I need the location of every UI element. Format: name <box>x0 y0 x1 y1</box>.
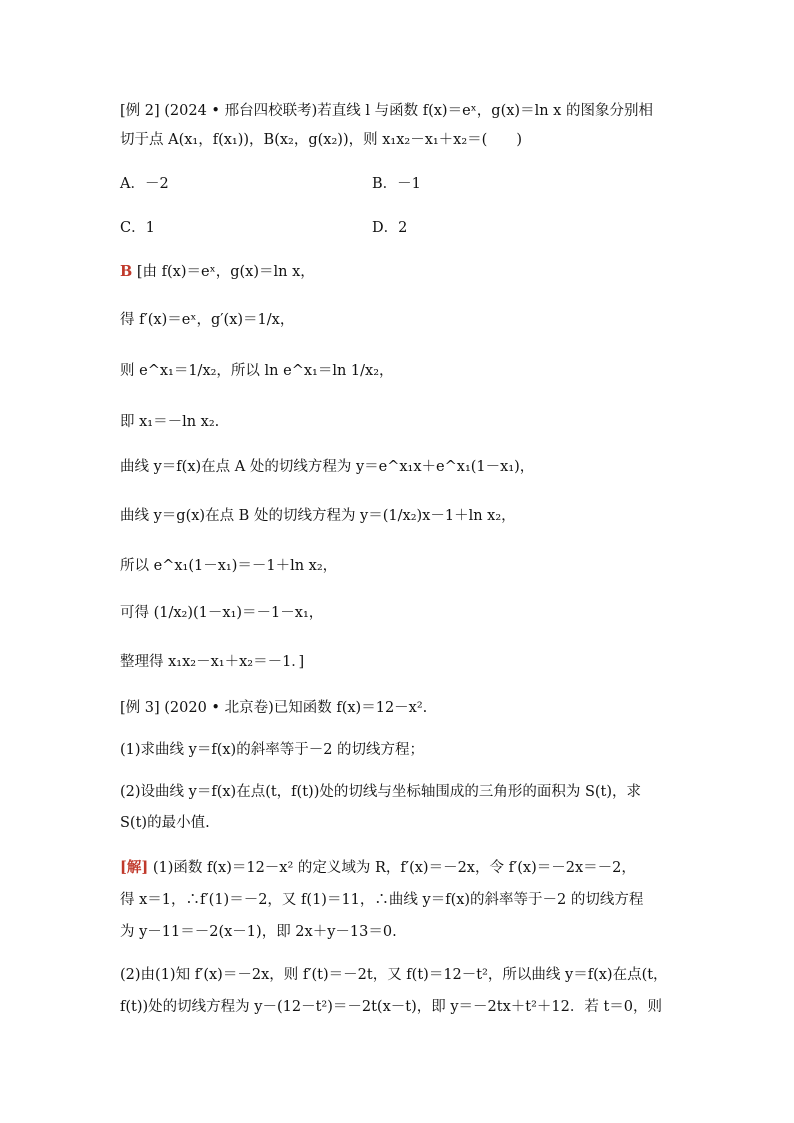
choice-a: A．－2 <box>120 176 169 192</box>
solution3-part2-line1: (2)由(1)知 f′(x)＝－2x，则 f′(t)＝－2t，又 f(t)＝12－t²，所以曲线 y＝f(x)在点(t， <box>120 967 668 983</box>
solution2-line3: 则 e^x₁＝1/x₂，所以 ln e^x₁＝ln 1/x₂， <box>120 363 394 379</box>
choice-d: D．2 <box>372 220 408 236</box>
solution2-line6: 曲线 y＝g(x)在点 B 处的切线方程为 y＝(1/x₂)x－1＋ln x₂， <box>120 508 516 524</box>
choice-c: C．1 <box>120 220 155 236</box>
solution2-line8: 可得 (1/x₂)(1－x₁)＝－1－x₁， <box>120 605 324 621</box>
answer-letter: B <box>120 263 133 280</box>
solution3-part1-line1: (1)函数 f(x)＝12－x² 的定义域为 R，f′(x)＝－2x，令 f′(x)＝－2x＝－2， <box>152 860 636 876</box>
solution3-label: [解] <box>120 859 149 876</box>
example3-question2-line1: (2)设曲线 y＝f(x)在点(t，f(t))处的切线与坐标轴围成的三角形的面积为 S(t)，求 <box>120 784 642 800</box>
example3-question1: (1)求曲线 y＝f(x)的斜率等于－2 的切线方程； <box>120 742 425 758</box>
solution3-part2-line2: f(t))处的切线方程为 y－(12－t²)＝－2t(x－t)，即 y＝－2tx＋t²＋12．若 t＝0，则 <box>120 999 663 1015</box>
example3-label: [例 3] <box>120 700 160 716</box>
solution2-line1 <box>120 262 680 282</box>
solution2-line4: 即 x₁＝－ln x₂. <box>120 414 220 430</box>
solution2-line5: 曲线 y＝f(x)在点 A 处的切线方程为 y＝e^x₁x＋e^x₁(1－x₁)， <box>120 459 535 475</box>
solution2-line9: 整理得 x₁x₂－x₁＋x₂＝－1．] <box>120 654 305 670</box>
example3-question2-line2: S(t)的最小值. <box>120 815 210 831</box>
solution3-part1-line3: 为 y－11＝－2(x－1)，即 2x＋y－13＝0. <box>120 924 397 940</box>
solution3-line1 <box>120 858 680 878</box>
example2-question-line2: 切于点 A(x₁，f(x₁))，B(x₂，g(x₂))，则 x₁x₂－x₁＋x₂＝( ) <box>120 132 522 148</box>
example2-line1 <box>120 101 680 121</box>
example3-line1 <box>120 698 680 718</box>
choice-b: B．－1 <box>372 176 421 192</box>
solution2-line7: 所以 e^x₁(1－x₁)＝－1＋ln x₂， <box>120 558 338 574</box>
example2-label: [例 2] <box>120 103 160 119</box>
solution2-text-1: [由 f(x)＝eˣ，g(x)＝ln x， <box>136 264 315 280</box>
solution2-line2: 得 f′(x)＝eˣ，g′(x)＝1/x， <box>120 312 295 328</box>
example3-statement: (2020 • 北京卷)已知函数 f(x)＝12－x². <box>164 700 428 716</box>
solution3-part1-line2: 得 x＝1，∴f′(1)＝－2，又 f(1)＝11，∴曲线 y＝f(x)的斜率等于－2 的切线方程 <box>120 892 644 908</box>
example2-question-line1: (2024 • 邢台四校联考)若直线 l 与函数 f(x)＝eˣ，g(x)＝ln x 的图象分别相 <box>164 103 653 119</box>
